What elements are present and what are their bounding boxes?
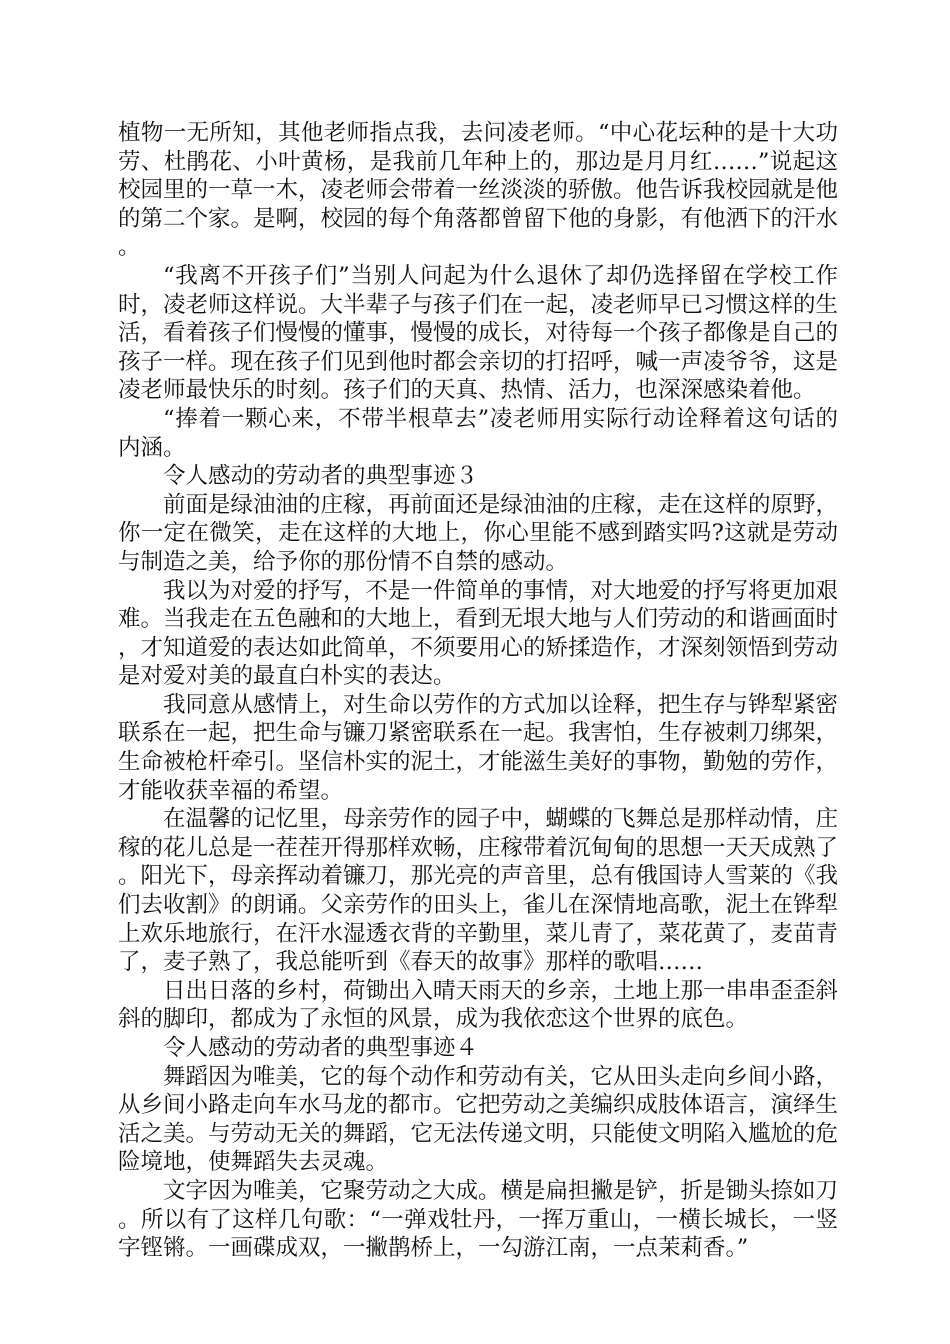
paragraph: 前面是绿油油的庄稼，再前面还是绿油油的庄稼，走在这样的原野，你一定在微笑，走在这样的大地上，你心里能不感到踏实吗?这就是劳动与制造之美，给予你的那份情不自禁的感动。 bbox=[118, 491, 839, 575]
section-heading: 令人感动的劳动者的典型事迹４ bbox=[163, 1035, 479, 1061]
paragraph: 植物一无所知，其他老师指点我，去问凌老师。“中心花坛种的是十大功劳、杜鹃花、小叶黄杨，是我前几年种上的，那边是月月红……”说起这校园里的一草一木，凌老师会带着一丝淡淡的骄傲。他告诉我校园就是他的第二个家。是啊，校园的每个角落都曾留下他的身影，有他洒下的汗水。 bbox=[118, 120, 839, 261]
paragraph: 我同意从感情上，对生命以劳作的方式加以诠释，把生存与铧犁紧密联系在一起，把生命与镰刀紧密联系在一起。我害怕，生存被刺刀绑架，生命被枪杆牵引。坚信朴实的泥土，才能滋生美好的事物，勤勉的劳作，才能收获幸福的希望。 bbox=[118, 691, 839, 804]
paragraph: 在温馨的记忆里，母亲劳作的园子中，蝴蝶的飞舞总是那样动情，庄稼的花儿总是一茬茬开得那样欢畅，庄稼带着沉甸甸的思想一天天成熟了。阳光下，母亲挥动着镰刀，那光亮的声音里，总有俄国诗人雪莱的《我们去收割》的朗诵。父亲劳作的田头上，雀儿在深情地高歌，泥土在铧犁上欢乐地旅行，在汗水湿透衣背的辛勤里，菜儿青了，菜花黄了，麦苗青了，麦子熟了，我总能听到《春天的故事》那样的歌唱…… bbox=[118, 806, 839, 976]
paragraph: 日出日落的乡村，荷锄出入晴天雨天的乡亲，土地上那一串串歪歪斜斜的脚印，都成为了永恒的风景，成为我依恋这个世界的底色。 bbox=[118, 977, 839, 1033]
paragraph: 我以为对爱的抒写，不是一件简单的事情，对大地爱的抒写将更加艰难。当我走在五色融和的大地上，看到无垠大地与人们劳动的和谐画面时，才知道爱的表达如此简单，不须要用心的矫揉造作，才深刻领悟到劳动是对爱对美的最直白朴实的表达。 bbox=[118, 577, 839, 690]
paragraph: “捧着一颗心来，不带半根草去”凌老师用实际行动诠释着这句话的内涵。 bbox=[118, 405, 838, 461]
document-body bbox=[118, 119, 838, 1263]
paragraph: “我离不开孩子们”当别人问起为什么退休了却仍选择留在学校工作时，凌老师这样说。大半辈子与孩子们在一起，凌老师早已习惯这样的生活，看着孩子们慢慢的懂事，慢慢的成长，对待每一个孩子都像是自己的孩子一样。现在孩子们见到他时都会亲切的打招呼，喊一声凌爷爷，这是凌老师最快乐的时刻。孩子们的天真、热情、活力，也深深感染着他。 bbox=[118, 262, 839, 404]
section-heading: 令人感动的劳动者的典型事迹３ bbox=[163, 463, 479, 490]
paragraph: 舞蹈因为唯美，它的每个动作和劳动有关，它从田头走向乡间小路，从乡间小路走向车水马龙的都市。它把劳动之美编织成肢体语言，演绎生活之美。与劳动无关的舞蹈，它无法传递文明，只能使文明陷入尴尬的危险境地，使舞蹈失去灵魂。 bbox=[118, 1063, 839, 1176]
paragraph: 文字因为唯美，它聚劳动之大成。横是扁担撇是铲，折是锄头捺如刀。所以有了这样几句歌：“一弹戏牡丹，一挥万重山，一横长城长，一竖字铿锵。一画碟成双，一撇鹊桥上，一勾游江南，一点茉莉香。” bbox=[118, 1177, 839, 1262]
